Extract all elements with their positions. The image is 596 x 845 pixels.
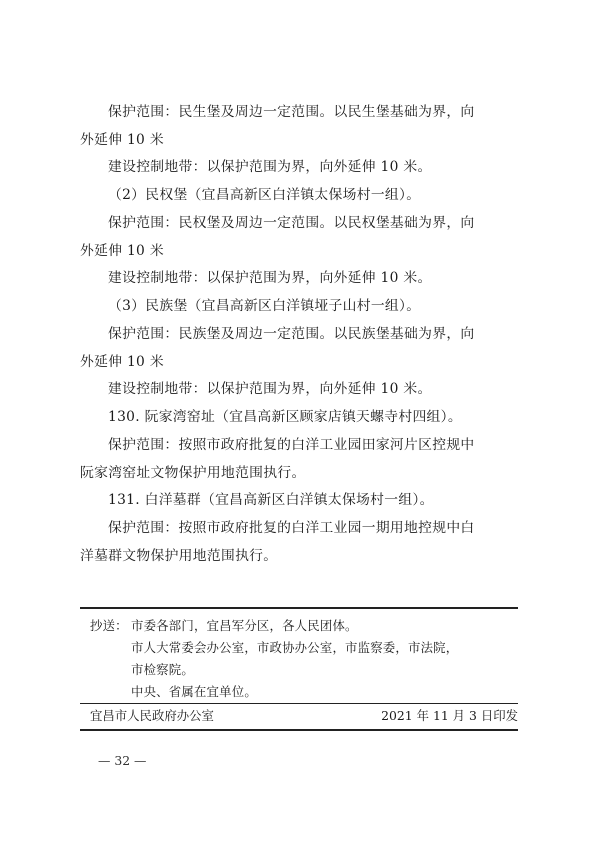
body-line-13: 保护范围：按照市政府批复的白洋工业园田家河片区控规中 [108,437,475,453]
body-line-16: 保护范围：按照市政府批复的白洋工业园一期用地控规中白 [108,520,475,536]
cc-recipients-line-1: 市委各部门，宜昌军分区，各人民团体。 [131,618,358,633]
page-number: — 32 — [98,753,147,768]
cc-recipients-line-4: 中央、省属在宜单位。 [131,684,257,699]
issuing-office: 宜昌市人民政府办公室 [90,708,214,723]
cc-recipients-line-3: 市检察院。 [131,662,194,677]
body-line-7: 建设控制地带：以保护范围为界，向外延伸 10 米。 [108,270,432,286]
body-line-8: （3）民族堡（宜昌高新区白洋镇垭子山村一组）。 [108,298,421,314]
body-line-1: 保护范围：民生堡及周边一定范围。以民生堡基础为界，向 [108,104,475,120]
body-line-4: （2）民权堡（宜昌高新区白洋镇太保场村一组）。 [108,187,421,203]
body-line-15: 131. 白洋墓群（宜昌高新区白洋镇太保场村一组）。 [108,492,434,508]
body-line-17: 洋墓群文物保护用地范围执行。 [80,548,278,564]
body-line-2: 外延伸 10 米 [80,132,164,148]
body-line-9: 保护范围：民族堡及周边一定范围。以民族堡基础为界，向 [108,326,475,342]
body-line-6: 外延伸 10 米 [80,243,164,259]
footer-bottom-rule [80,729,518,731]
cc-label: 抄送： [90,618,128,633]
body-line-5: 保护范围：民权堡及周边一定范围。以民权堡基础为界，向 [108,215,475,231]
body-line-3: 建设控制地带：以保护范围为界，向外延伸 10 米。 [108,159,432,175]
body-line-12: 130. 阮家湾窑址（宜昌高新区顾家店镇天螺寺村四组）。 [108,409,462,425]
issue-date: 2021 年 11 月 3 日印发 [381,708,518,723]
footer-middle-rule [80,703,518,704]
cc-recipients-line-2: 市人大常委会办公室，市政协办公室，市监察委，市法院， [131,640,459,655]
body-line-14: 阮家湾窑址文物保护用地范围执行。 [80,465,306,481]
body-line-11: 建设控制地带：以保护范围为界，向外延伸 10 米。 [108,381,432,397]
footer-top-rule [80,607,518,609]
body-line-10: 外延伸 10 米 [80,354,164,370]
